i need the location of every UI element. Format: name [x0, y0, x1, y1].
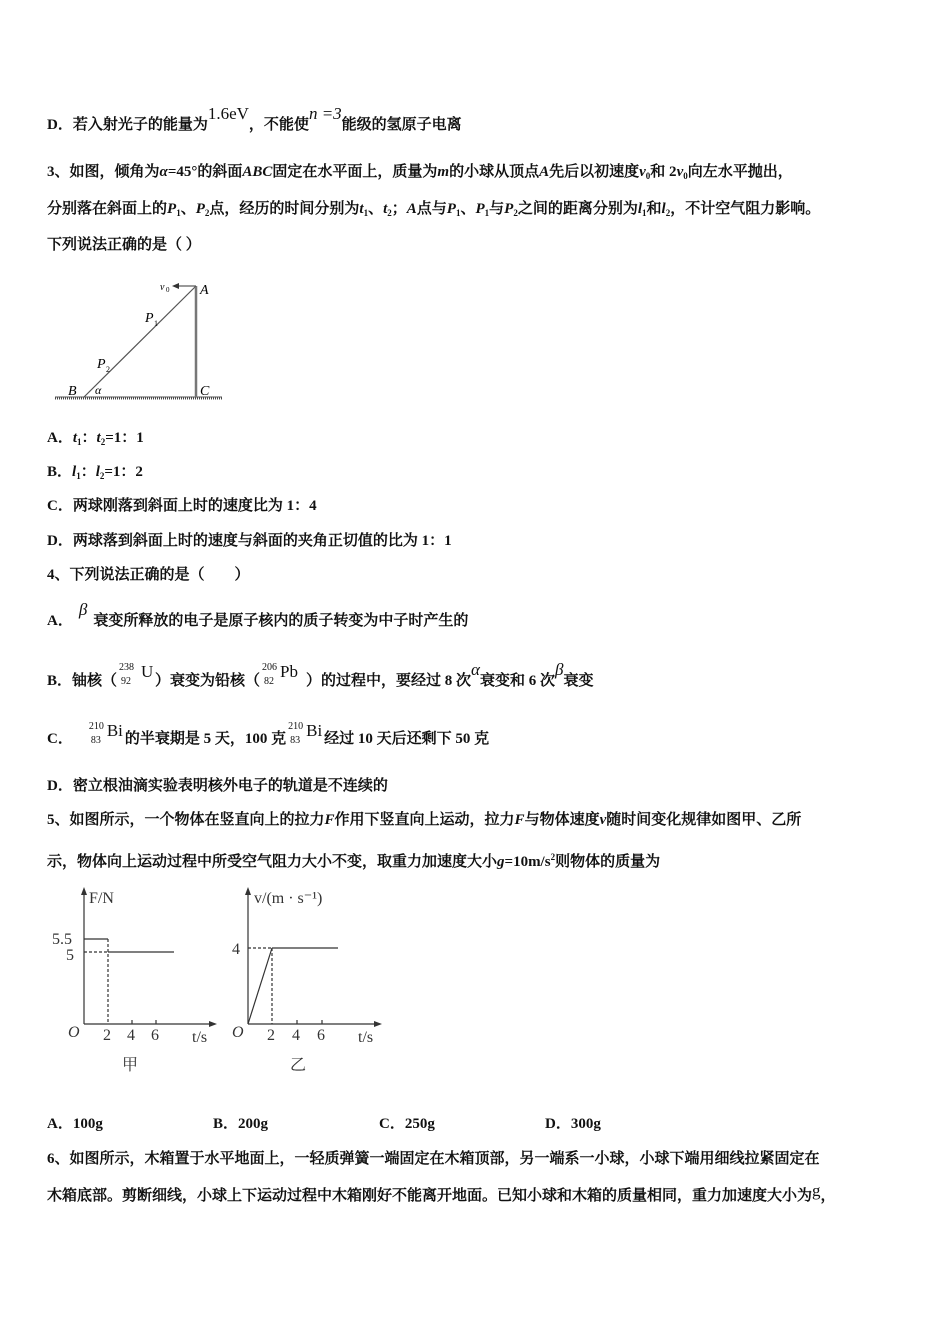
text: 和: [646, 201, 662, 217]
text: U: [141, 662, 154, 681]
text: 2: [387, 208, 392, 218]
isotope-bi: [87, 721, 125, 749]
isotope-pb: [260, 662, 306, 690]
text: 则物体的质量为: [555, 854, 661, 870]
text: 0: [683, 171, 688, 181]
text: ABC: [242, 164, 273, 180]
text: 点，经历的时间分别为: [209, 201, 360, 217]
text: v: [676, 164, 684, 180]
text: P: [446, 201, 456, 217]
text: ，不能使: [248, 117, 309, 133]
text: F: [324, 812, 335, 828]
text: 5、如图所示，一个物体在竖直向上的拉力: [47, 812, 325, 828]
q5-option-b: B．200g: [213, 1116, 269, 1132]
text: ，: [820, 1188, 836, 1204]
text: 之间的距离分别为: [517, 201, 638, 217]
text: ；: [391, 201, 407, 217]
text: 4: [292, 1027, 300, 1044]
q2-option-d: [47, 104, 462, 135]
text: 2: [267, 1027, 275, 1044]
text: =10m/s: [504, 854, 551, 870]
text: 分别落在斜面上的: [47, 201, 168, 217]
text: Pb: [280, 662, 298, 681]
text: 能级的氢原子电离: [341, 117, 462, 133]
text: 1: [176, 208, 181, 218]
text: v: [160, 282, 165, 293]
text: 示，物体向上运动过程中所受空气阻力大小不变，取重力加速度大小: [47, 854, 498, 870]
text: 作用下竖直向上运动，拉力: [334, 812, 515, 828]
text: 向左水平抛出，: [687, 164, 793, 180]
text: g: [497, 854, 505, 870]
text: 木箱底部。剪断细线，小球上下运动过程中木箱刚好不能离开地面。已知小球和木箱的质量相同，重力加速度大小为: [47, 1188, 813, 1204]
text: 6: [151, 1027, 159, 1044]
text: =1：2: [104, 464, 143, 480]
q3-option-c: C．两球刚落到斜面上时的速度比为 1：4: [47, 498, 317, 514]
isotope-u: [117, 662, 155, 690]
text: ：: [80, 464, 96, 480]
incline-figure: [50, 270, 240, 410]
text: 乙: [290, 1057, 307, 1074]
text: 5: [66, 947, 74, 964]
q4-title: 4、下列说法正确的是（ ）: [47, 567, 250, 583]
q5-line2: [47, 847, 660, 872]
text: 、: [180, 201, 196, 217]
text: B．: [47, 464, 73, 480]
text: A．: [47, 430, 73, 446]
text: 与: [489, 201, 505, 217]
text: B．铀核（: [47, 673, 118, 689]
text: 3、如图，倾角为: [47, 164, 160, 180]
text: 、: [460, 201, 476, 217]
text: B: [68, 384, 77, 399]
q5-options: [47, 1114, 711, 1134]
text: P: [167, 201, 177, 217]
q4-option-d: D．密立根油滴实验表明核外电子的轨道是不连续的: [47, 778, 388, 794]
text: 2: [665, 208, 671, 218]
q3-line2: [47, 199, 820, 223]
text: α: [159, 164, 168, 180]
text: 2: [550, 852, 556, 862]
text: A: [539, 164, 550, 180]
q3-line3: 下列说法正确的是（ ）: [47, 237, 201, 253]
text: P: [145, 311, 154, 326]
text: t: [96, 430, 101, 446]
q4-option-c: [47, 721, 490, 749]
text: A．: [47, 613, 73, 629]
text: 和 2: [650, 164, 677, 180]
text: 5.5: [52, 931, 72, 948]
q4-option-b: [47, 660, 594, 691]
text: 83: [90, 735, 101, 746]
text: 与物体速度: [524, 812, 600, 828]
text: Bi: [106, 721, 123, 740]
text: 206: [262, 662, 278, 673]
text: A: [406, 201, 417, 217]
text: Bi: [306, 721, 323, 740]
text: l: [637, 201, 643, 217]
text: 随时间变化规律如图甲、乙所: [606, 812, 802, 828]
text: α: [471, 660, 480, 679]
text: O: [232, 1024, 244, 1041]
text: l: [95, 464, 100, 480]
text: C: [200, 384, 210, 399]
q5-option-d: D．300g: [545, 1116, 601, 1132]
text: 2: [106, 365, 110, 374]
text: 、: [368, 201, 384, 217]
text: t: [383, 201, 388, 217]
text: v/(m · s⁻¹): [254, 890, 323, 907]
text: ）的过程中，要经过 8 次: [306, 673, 472, 689]
text: 2: [513, 208, 518, 218]
text: 衰变: [563, 673, 594, 689]
text: 4: [127, 1027, 135, 1044]
text: 1: [455, 208, 461, 218]
text: D．若入射光子的能量为: [47, 117, 208, 133]
velocity-segment-1: [248, 948, 272, 1024]
text: P: [504, 201, 514, 217]
q6-line2: [47, 1181, 836, 1206]
text: 的小球从顶点: [449, 164, 540, 180]
text: P: [195, 201, 205, 217]
text: 6: [317, 1027, 325, 1044]
q5-line1: [47, 810, 801, 830]
text: 先后以初速度: [549, 164, 640, 180]
text: 经过 10 天后还剩下 50 克: [324, 731, 490, 747]
isotope-bi: [286, 721, 324, 749]
text: O: [68, 1024, 80, 1041]
text: 92: [121, 676, 132, 687]
text: β: [78, 600, 88, 619]
text: 1: [77, 437, 82, 447]
text: m: [437, 164, 450, 180]
text: 1: [76, 471, 81, 481]
text: t/s: [358, 1029, 374, 1046]
graphs-figure: [40, 870, 400, 1080]
text: 2: [100, 437, 106, 447]
text: 1: [154, 319, 158, 328]
text: F/N: [89, 890, 114, 907]
text: P: [475, 201, 485, 217]
text: ）衰变为铅核（: [155, 673, 261, 689]
text: A: [200, 283, 209, 298]
math-n: n =3: [308, 104, 342, 123]
text: 2: [99, 471, 105, 481]
text: 83: [290, 735, 301, 746]
q5-option-c: C．250g: [379, 1116, 435, 1132]
text: t: [359, 201, 364, 217]
text: =1：1: [105, 430, 144, 446]
text: ：: [81, 430, 97, 446]
text: C．: [47, 731, 73, 747]
text: 82: [264, 676, 275, 687]
text: 0: [166, 286, 170, 294]
text: 1: [642, 208, 647, 218]
q3-option-d: D．两球落到斜面上时的速度与斜面的夹角正切值的比为 1：1: [47, 533, 452, 549]
text: 2: [204, 208, 210, 218]
text: t: [72, 430, 78, 446]
text: ，不计空气阻力影响。: [670, 201, 821, 217]
q6-line1: 6、如图所示，木箱置于水平地面上，一轻质弹簧一端固定在木箱顶部，另一端系一小球，小球下端用细线拉紧固定在: [47, 1151, 820, 1167]
text: g: [812, 1181, 821, 1200]
q4-option-a: [47, 600, 469, 631]
text: 238: [119, 662, 135, 673]
text: 210: [88, 721, 104, 732]
text: v: [599, 812, 607, 828]
text: 甲: [122, 1057, 139, 1074]
text: =45°的斜面: [167, 164, 243, 180]
text: 1: [363, 208, 369, 218]
text: 衰变和 6 次: [479, 673, 555, 689]
text: α: [95, 383, 102, 397]
text: l: [661, 201, 666, 217]
text: 衰变所释放的电子是原子核内的质子转变为中子时产生的: [93, 613, 469, 629]
text: 2: [103, 1027, 111, 1044]
q3-option-b: [47, 462, 143, 486]
text: t/s: [192, 1029, 208, 1046]
text: v: [639, 164, 646, 180]
text: 的半衰期是 5 天，100 克: [124, 731, 287, 747]
text: F: [514, 812, 525, 828]
text: 0: [645, 171, 651, 181]
text: 点与: [416, 201, 447, 217]
text: 固定在水平面上，质量为: [272, 164, 438, 180]
incline-line: [84, 286, 196, 397]
text: β: [555, 660, 564, 679]
q3-line1: [47, 162, 793, 186]
text: l: [72, 464, 77, 480]
text: P: [97, 357, 106, 372]
text: 4: [232, 941, 240, 958]
q3-option-a: [47, 428, 144, 452]
math-energy: 1.6eV: [207, 104, 249, 123]
text: 1: [484, 208, 490, 218]
q5-option-a: A．100g: [47, 1116, 103, 1132]
text: 210: [288, 721, 304, 732]
